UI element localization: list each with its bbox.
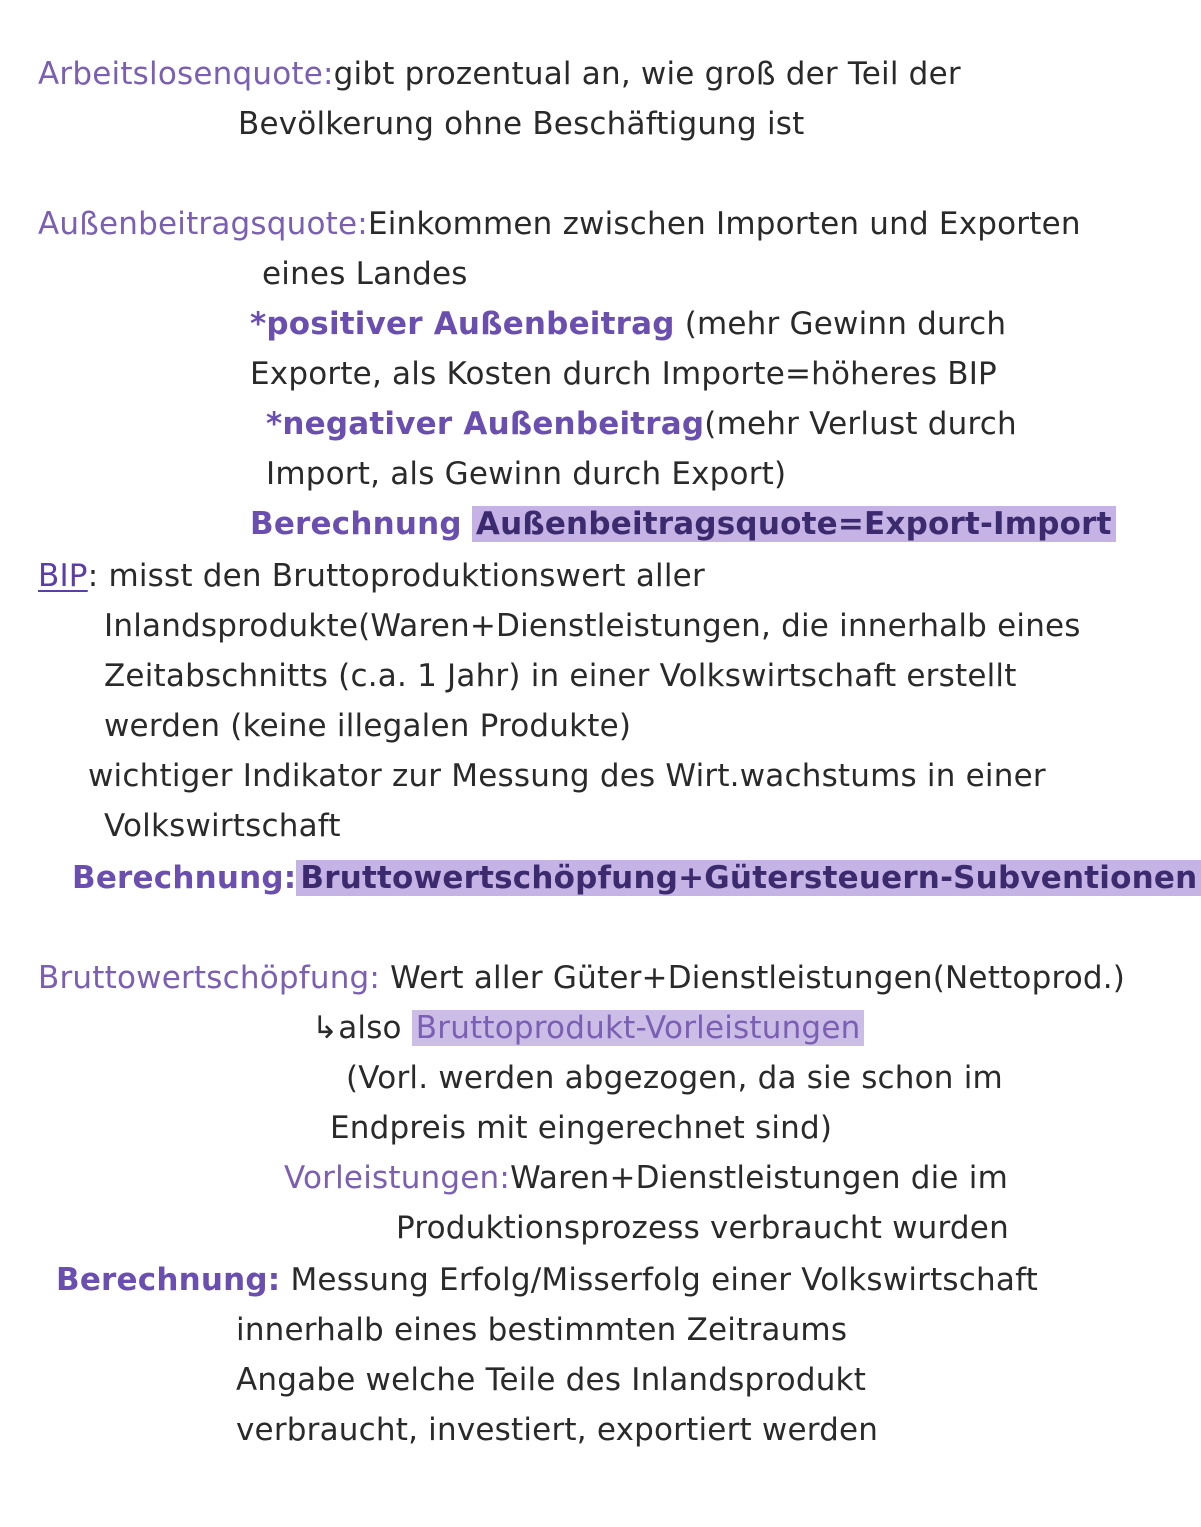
bip-text-1: misst den Bruttoproduktionswert aller — [108, 558, 705, 594]
bip-line-5: wichtiger Indikator zur Messung des Wirt.wachstums in einer — [88, 758, 1046, 794]
bws-berechnung-line-4: verbraucht, investiert, exportiert werden — [236, 1412, 879, 1448]
bip-berechnung-label: Berechnung: — [72, 860, 297, 896]
aussenbeitrag-line-1 — [38, 204, 1081, 244]
bws-berechnung-line-2: innerhalb eines bestimmten Zeitraums — [236, 1312, 848, 1348]
positiver-aussenbeitrag-label: *positiver Außenbeitrag — [250, 306, 675, 342]
bws-berechnung-line-3: Angabe welche Teile des Inlandsprodukt — [236, 1362, 867, 1398]
bip-formula: Bruttowertschöpfung+Gütersteuern-Subventionen — [296, 860, 1201, 896]
bip-line-4: werden (keine illegalen Produkte) — [104, 708, 632, 744]
bws-berechnung-text-1: Messung Erfolg/Misserfolg einer Volkswirtschaft — [290, 1262, 1038, 1298]
vorleistungen-line-2: Produktionsprozess verbraucht wurden — [396, 1210, 1009, 1246]
aussenbeitrag-berechnung-line — [250, 504, 1116, 544]
bws-also-formula: Bruttoprodukt-Vorleistungen — [412, 1010, 865, 1046]
bws-also-line — [312, 1008, 864, 1048]
bip-berechnung-line — [72, 858, 1201, 898]
vorleistungen-text-1: Waren+Dienstleistungen die im — [510, 1160, 1008, 1196]
bws-text-1: Wert aller Güter+Dienstleistungen(Nettoprod.) — [390, 960, 1126, 996]
bip-line-6: Volkswirtschaft — [104, 808, 341, 844]
arbeitslosenquote-text-1: gibt prozentual an, wie groß der Teil der — [333, 56, 961, 92]
vorleistungen-term: Vorleistungen: — [284, 1160, 511, 1196]
bip-line-3: Zeitabschnitts (c.a. 1 Jahr) in einer Volkswirtschaft erstellt — [104, 658, 1017, 694]
bws-also-word: also — [338, 1010, 402, 1046]
positiver-aussenbeitrag-line — [250, 304, 1006, 344]
bip-term: BIP — [38, 558, 88, 594]
bip-line-1 — [38, 556, 705, 596]
aussenbeitrag-line-2: eines Landes — [262, 256, 468, 292]
bip-colon: : — [87, 558, 99, 594]
bws-note-1: (Vorl. werden abgezogen, da sie schon im — [346, 1060, 1003, 1096]
arbeitslosenquote-line-1 — [38, 54, 961, 94]
aussenbeitrag-term: Außenbeitragsquote: — [38, 206, 368, 242]
bip-line-2: Inlandsprodukte(Waren+Dienstleistungen, die innerhalb eines — [104, 608, 1081, 644]
negativer-aussenbeitrag-label: *negativer Außenbeitrag — [266, 406, 705, 442]
return-arrow-icon: ↳ — [312, 1010, 339, 1046]
aussenbeitrag-text-1: Einkommen zwischen Importen und Exporten — [367, 206, 1081, 242]
bws-berechnung-line — [56, 1260, 1038, 1300]
vorleistungen-line-1 — [284, 1158, 1008, 1198]
bws-note-2: Endpreis mit eingerechnet sind) — [330, 1110, 833, 1146]
aussenbeitrag-berechnung-label: Berechnung — [250, 506, 462, 542]
arbeitslosenquote-line-2: Bevölkerung ohne Beschäftigung ist — [238, 106, 805, 142]
negativer-aussenbeitrag-line — [266, 404, 1017, 444]
positiver-aussenbeitrag-line-2: Exporte, als Kosten durch Importe=höheres BIP — [250, 356, 997, 392]
negativer-aussenbeitrag-line-2: Import, als Gewinn durch Export) — [266, 456, 787, 492]
bws-berechnung-label: Berechnung: — [56, 1262, 281, 1298]
aussenbeitrag-formula: Außenbeitragsquote=Export-Import — [472, 506, 1116, 542]
bws-line-1 — [38, 958, 1125, 998]
positiver-aussenbeitrag-text: (mehr Gewinn durch — [674, 306, 1007, 342]
bws-term: Bruttowertschöpfung: — [38, 960, 381, 996]
negativer-aussenbeitrag-text: (mehr Verlust durch — [704, 406, 1017, 442]
arbeitslosenquote-term: Arbeitslosenquote: — [38, 56, 334, 92]
